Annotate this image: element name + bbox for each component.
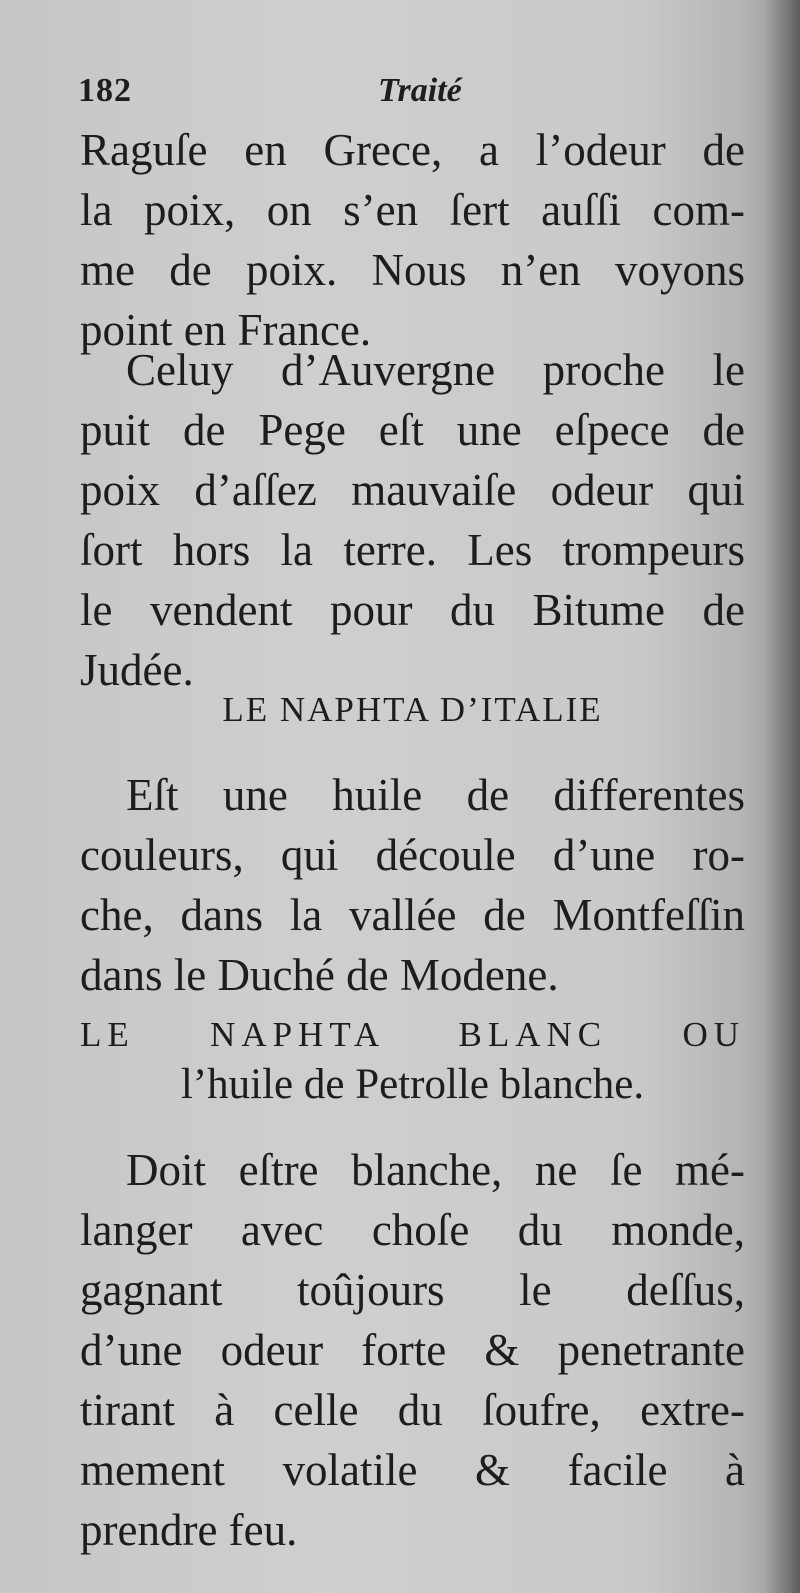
section-heading-naphta-italie: LE NAPHTA D’ITALIE <box>222 690 603 729</box>
text-line: Raguſe en Grece, a l’odeur de <box>80 125 745 175</box>
paragraph-auvergne <box>80 340 745 700</box>
text-line: le vendent pour du Bitume de <box>80 585 745 635</box>
text-line: d’une odeur forte & penetrante <box>80 1325 745 1375</box>
text-line: poix d’aſſez mauvaiſe odeur qui <box>80 465 745 515</box>
text-line: point en France. <box>80 305 372 355</box>
text-line: me de poix. Nous n’en voyons <box>80 245 745 295</box>
text-line: la poix, on s’en ſert auſſi com- <box>80 185 745 235</box>
section-subheading-huile-petrolle: l’huile de Petrolle blanche. <box>180 1061 645 1108</box>
paragraph-raguse <box>80 120 745 360</box>
text-line: prendre feu. <box>80 1505 298 1555</box>
paragraph-naphta-italie <box>80 765 745 1005</box>
text-line: Doit eſtre blanche, ne ſe mé- <box>126 1145 745 1195</box>
text-line: ſort hors la terre. Les trompeurs <box>80 525 745 575</box>
section-heading-naphta-blanc: LE NAPHTA BLANC OU <box>80 1015 745 1054</box>
page-number: 182 <box>78 72 132 109</box>
text-line: puit de Pege eſt une eſpece de <box>80 405 745 455</box>
text-line: Judée. <box>80 645 194 695</box>
running-head-title: Traité <box>378 72 462 109</box>
text-line: mement volatile & facile à <box>80 1445 745 1495</box>
text-line: Celuy d’Auvergne proche le <box>126 345 745 395</box>
text-line: tirant à celle du ſoufre, extre- <box>80 1385 745 1435</box>
text-line: langer avec choſe du monde, <box>80 1205 745 1255</box>
running-head <box>78 72 758 116</box>
page-gutter-shadow <box>764 0 800 1593</box>
paragraph-naphta-blanc <box>80 1140 745 1560</box>
text-line: dans le Duché de Modene. <box>80 950 559 1000</box>
text-line: couleurs, qui découle d’une ro- <box>80 830 745 880</box>
text-line: che, dans la vallée de Montfeſſin <box>80 890 745 940</box>
text-line: gagnant toûjours le deſſus, <box>80 1265 745 1315</box>
text-line: Eſt une huile de differentes <box>126 770 745 820</box>
